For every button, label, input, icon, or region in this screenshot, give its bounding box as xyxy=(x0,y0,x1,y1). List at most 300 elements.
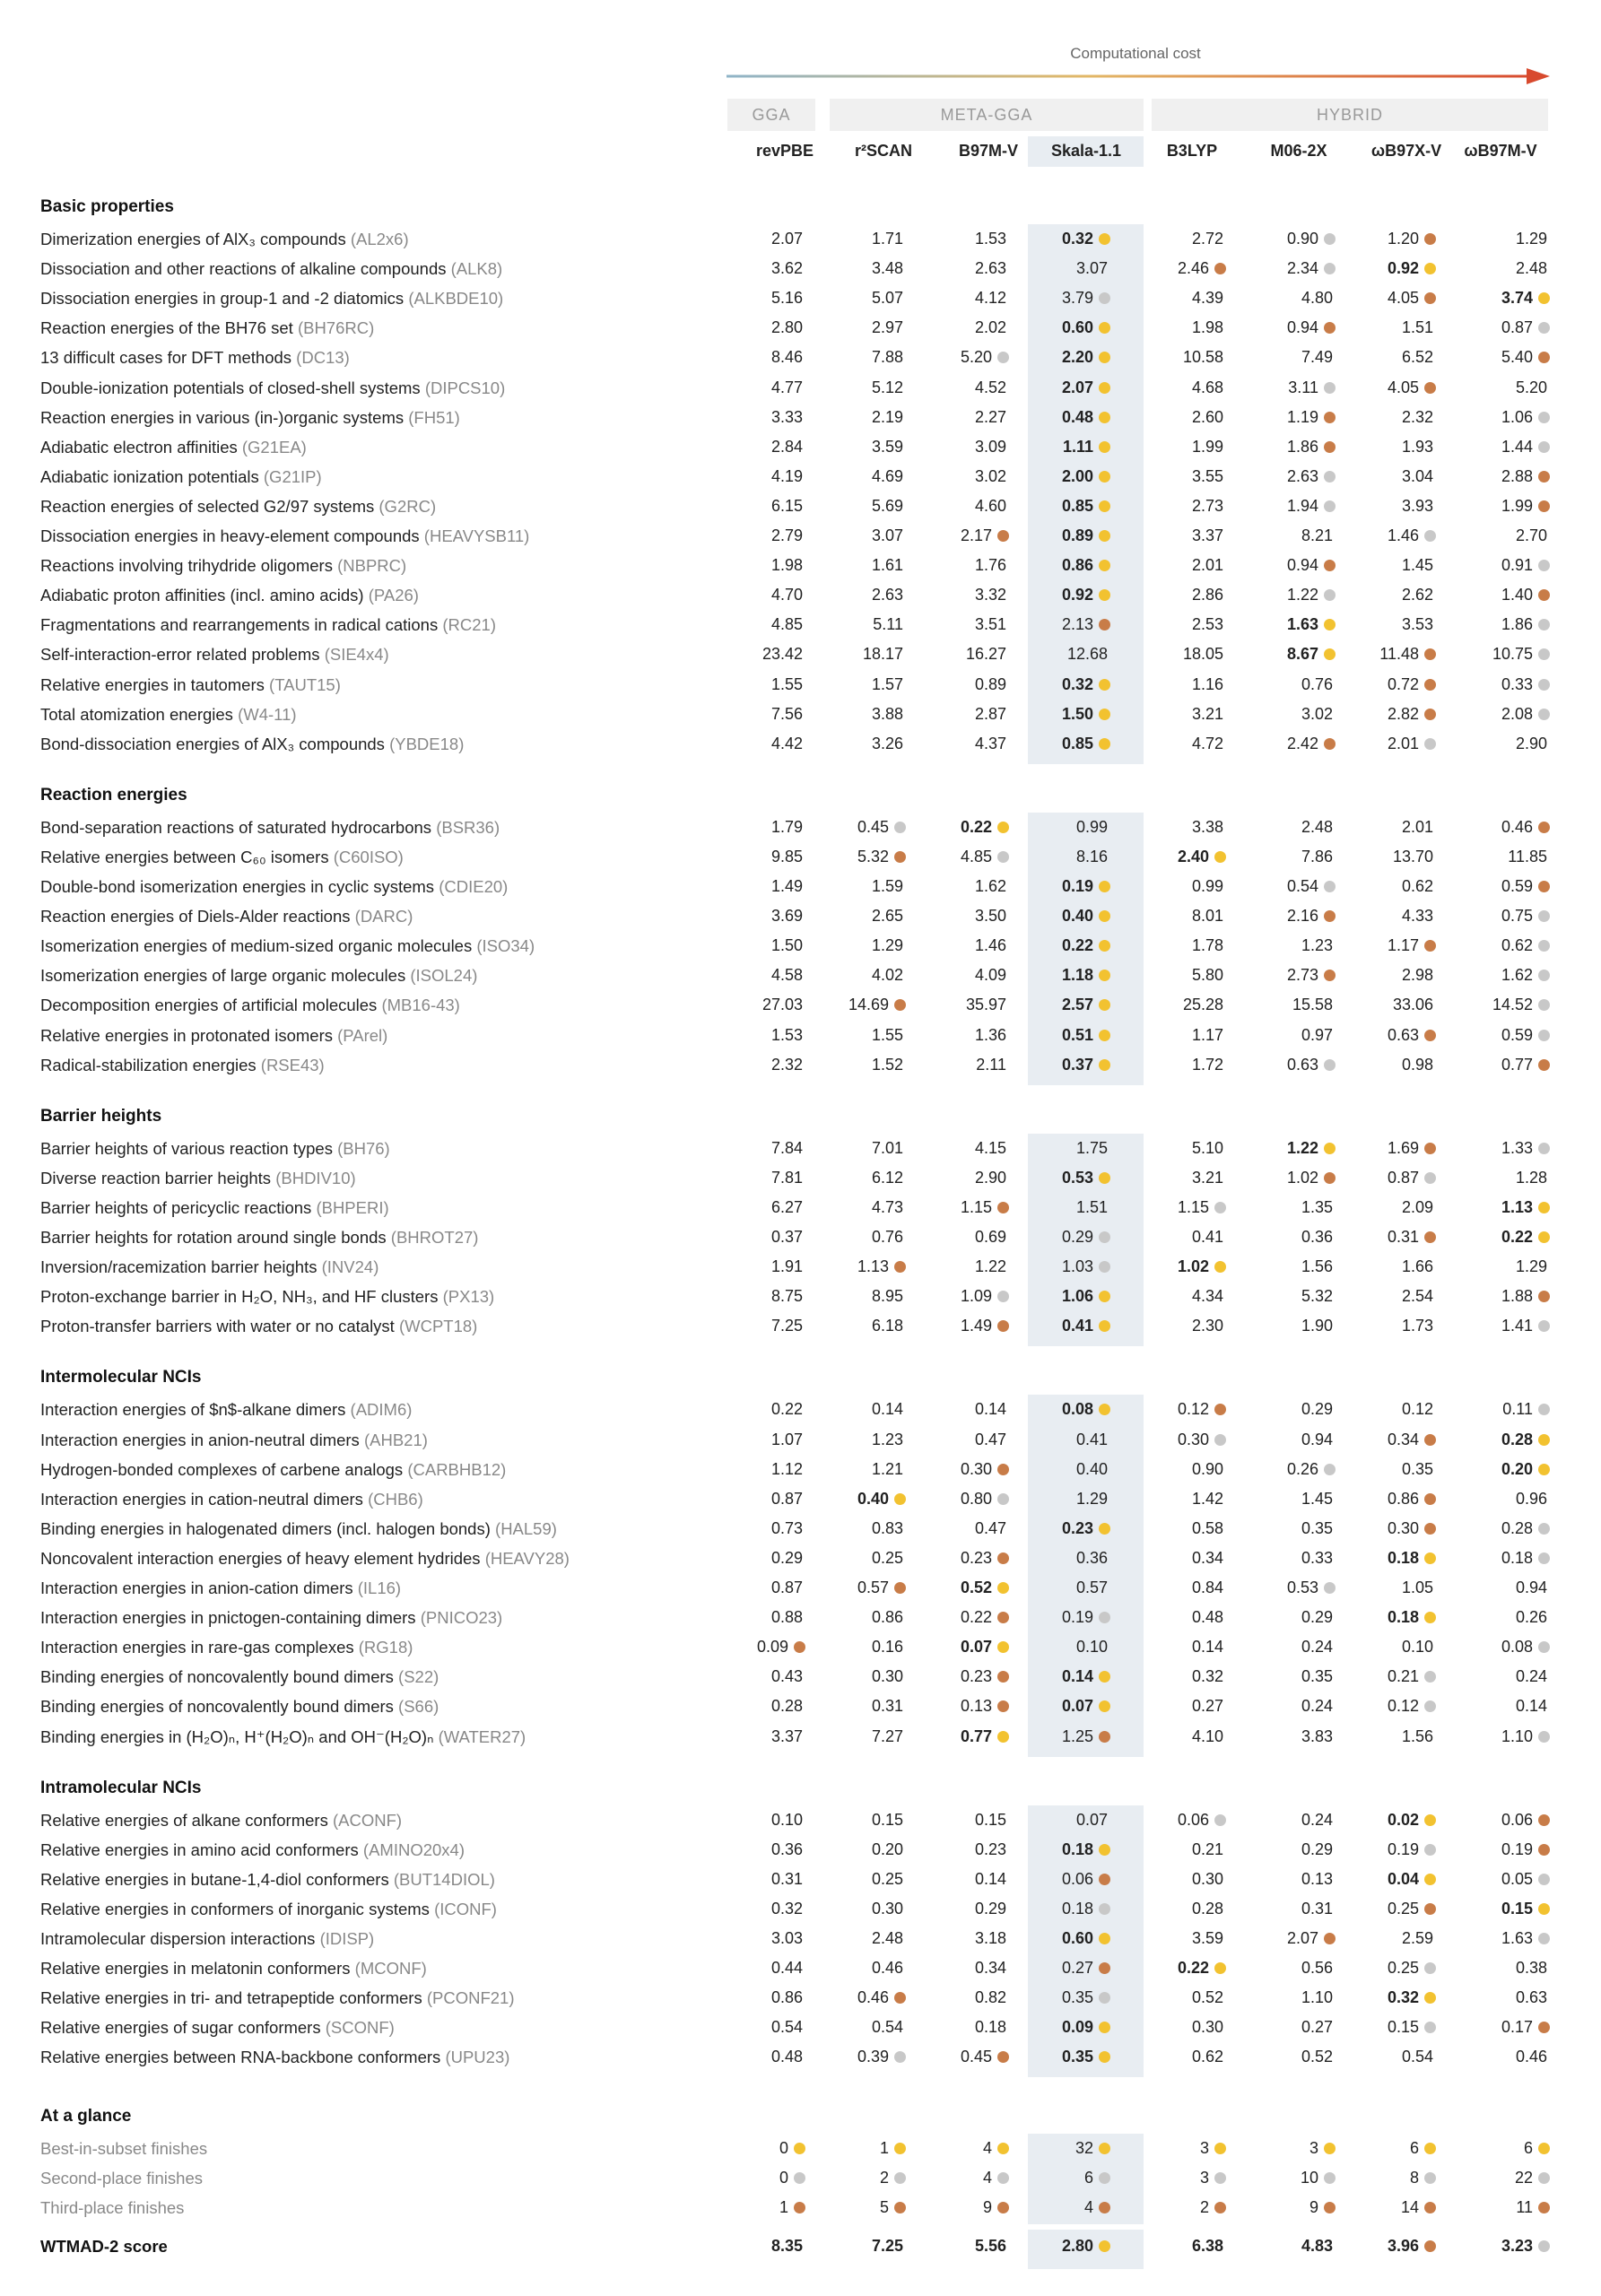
row-code: (ICONF) xyxy=(434,1900,497,1918)
silver-medal-icon xyxy=(1538,441,1550,453)
silver-medal-icon xyxy=(1099,1992,1110,2004)
cell-value: 0.32 xyxy=(770,1900,803,1918)
cell-value: 2.01 xyxy=(1401,818,1433,836)
table-row-label xyxy=(40,818,500,838)
table-cell xyxy=(893,526,992,545)
table-cell xyxy=(1320,675,1419,694)
table-cell xyxy=(790,1578,889,1597)
column-header: Skala-1.1 xyxy=(1050,142,1122,160)
cell-value: 3.07 xyxy=(871,526,903,544)
cell-value: 0.06 xyxy=(1177,1811,1209,1829)
table-cell xyxy=(1234,1811,1333,1830)
cell-value: 0.53 xyxy=(1061,1169,1093,1187)
cell-value: 3.26 xyxy=(871,735,903,752)
table-cell xyxy=(790,1257,889,1276)
table-cell xyxy=(995,1929,1093,1948)
table-cell xyxy=(790,1988,889,2007)
cell-value: 4.33 xyxy=(1401,907,1433,925)
cell-value: 0.60 xyxy=(1061,1929,1093,1947)
row-code: (C60ISO) xyxy=(333,848,404,866)
gold-medal-icon xyxy=(1099,970,1110,981)
bronze-medal-icon xyxy=(894,1992,906,2004)
table-cell xyxy=(1434,1400,1533,1419)
table-cell xyxy=(1335,438,1433,457)
cell-value: 1.15 xyxy=(1177,1198,1209,1216)
cell-value: 1.25 xyxy=(1061,1727,1093,1745)
cell-value: 0.19 xyxy=(1061,1608,1093,1626)
table-cell xyxy=(1335,318,1433,337)
silver-medal-icon xyxy=(1214,1202,1226,1213)
table-row-label xyxy=(40,615,496,635)
row-description: Relative energies in melatonin conformers xyxy=(40,1959,351,1978)
table-cell xyxy=(1125,1988,1223,2007)
cell-value: 0.89 xyxy=(974,675,1006,693)
table-cell xyxy=(1434,408,1533,427)
table-cell xyxy=(1009,1638,1108,1657)
table-cell xyxy=(1009,1139,1108,1158)
silver-medal-icon xyxy=(1424,1671,1436,1683)
cell-value: 0.08 xyxy=(1501,1638,1533,1656)
cell-value: 35.97 xyxy=(965,996,1006,1013)
table-cell xyxy=(805,586,903,604)
table-cell xyxy=(1234,818,1333,837)
bronze-medal-icon xyxy=(997,1464,1009,1475)
section-title: Intermolecular NCIs xyxy=(40,1368,202,1387)
row-description: Relative energies between C₆₀ isomers xyxy=(40,848,329,866)
table-cell xyxy=(995,586,1093,604)
cell-value: 0.34 xyxy=(1387,1431,1419,1448)
table-cell xyxy=(1125,1460,1223,1479)
cell-value: 2.13 xyxy=(1061,615,1093,633)
column-header: B3LYP xyxy=(1166,142,1218,160)
table-cell xyxy=(1335,408,1433,427)
bronze-medal-icon xyxy=(894,999,906,1011)
table-row-label xyxy=(40,848,404,867)
cell-value: 4.58 xyxy=(770,966,803,984)
table-cell xyxy=(1234,2018,1333,2037)
cell-value: 7.84 xyxy=(770,1139,803,1157)
table-cell xyxy=(1434,1198,1533,1217)
cell-value: 0.16 xyxy=(871,1638,903,1656)
table-cell xyxy=(704,1056,803,1074)
table-cell xyxy=(1110,1431,1209,1449)
cell-value: 8 xyxy=(1409,2169,1419,2187)
table-cell xyxy=(1234,289,1333,308)
cell-value: 1.02 xyxy=(1286,1169,1318,1187)
table-cell xyxy=(1320,1490,1419,1509)
cell-value: 7.81 xyxy=(770,1169,803,1187)
table-row-label xyxy=(40,1257,378,1277)
table-cell xyxy=(908,2237,1006,2256)
cell-value: 0.30 xyxy=(871,1667,903,1685)
table-cell xyxy=(1125,408,1223,427)
table-cell xyxy=(704,259,803,278)
cell-value: 0.20 xyxy=(1501,1460,1533,1478)
row-code: (PArel) xyxy=(337,1026,388,1045)
table-cell xyxy=(1320,1169,1419,1187)
silver-medal-icon xyxy=(1099,1261,1110,1273)
row-description: Relative energies of alkane conformers xyxy=(40,1811,328,1830)
table-cell xyxy=(1125,318,1223,337)
table-cell xyxy=(805,556,903,575)
cell-value: 2.00 xyxy=(1061,467,1093,485)
row-description: Reaction energies in various (in-)organic systems xyxy=(40,408,405,427)
gold-medal-icon xyxy=(1099,1700,1110,1712)
cell-value: 5.40 xyxy=(1501,348,1533,366)
cell-value: 2.63 xyxy=(1286,467,1318,485)
table-cell xyxy=(704,1900,803,1918)
bronze-medal-icon xyxy=(1424,382,1436,394)
table-cell xyxy=(1125,1228,1223,1247)
cell-value: 0.18 xyxy=(1387,1608,1419,1626)
table-cell xyxy=(1335,1287,1433,1306)
table-cell xyxy=(704,966,803,985)
table-cell xyxy=(908,556,1006,575)
cell-value: 12.68 xyxy=(1066,645,1108,663)
table-cell xyxy=(1234,1287,1333,1306)
cell-value: 0.22 xyxy=(1177,1959,1209,1977)
table-row-label xyxy=(40,230,409,249)
silver-medal-icon xyxy=(1538,709,1550,720)
cell-value: 3.55 xyxy=(1191,467,1223,485)
row-description: Isomerization energies of large organic molecules xyxy=(40,966,406,985)
row-description: Reaction energies of the BH76 set xyxy=(40,318,293,337)
cell-value: 3.79 xyxy=(1061,289,1093,307)
table-cell xyxy=(1320,2018,1419,2037)
table-cell xyxy=(790,2169,889,2187)
cell-value: 0.86 xyxy=(871,1608,903,1626)
table-cell xyxy=(1125,378,1223,397)
cell-value: 2.48 xyxy=(1301,818,1333,836)
gold-medal-icon xyxy=(1099,441,1110,453)
table-cell xyxy=(1335,1460,1433,1479)
cell-value: 0.75 xyxy=(1501,907,1533,925)
table-cell xyxy=(995,2048,1093,2066)
cell-value: 4.02 xyxy=(871,966,903,984)
row-description: Relative energies in butane-1,4-diol conformers xyxy=(40,1870,389,1889)
cell-value: 2.17 xyxy=(960,526,992,544)
table-row-label xyxy=(40,2018,395,2038)
row-code: (CHB6) xyxy=(368,1490,423,1509)
table-cell xyxy=(893,2169,992,2187)
cell-value: 1 xyxy=(879,2139,889,2157)
table-cell xyxy=(1320,259,1419,278)
table-cell xyxy=(1110,2139,1209,2158)
cell-value: 11.48 xyxy=(1379,645,1419,663)
cell-value: 4 xyxy=(982,2139,992,2157)
table-cell xyxy=(704,497,803,516)
row-description: Self-interaction-error related problems xyxy=(40,645,320,664)
cell-value: 0.15 xyxy=(974,1811,1006,1829)
cell-value: 4.52 xyxy=(974,378,1006,396)
cell-value: 33.06 xyxy=(1392,996,1433,1013)
cell-value: 2.80 xyxy=(770,318,803,336)
cell-value: 0.58 xyxy=(1191,1519,1223,1537)
gold-medal-icon xyxy=(1214,1962,1226,1974)
cell-value: 6.52 xyxy=(1401,348,1433,366)
row-description: Double-bond isomerization energies in cyclic systems xyxy=(40,877,435,896)
cell-value: 2.27 xyxy=(974,408,1006,426)
cell-value: 3.07 xyxy=(1075,259,1108,277)
table-cell xyxy=(995,289,1093,308)
cell-value: 1.62 xyxy=(1501,966,1533,984)
table-cell xyxy=(995,2018,1093,2037)
table-cell xyxy=(704,438,803,457)
row-description: Double-ionization potentials of closed-shell systems xyxy=(40,378,421,397)
table-cell xyxy=(1009,1460,1108,1479)
table-cell xyxy=(1320,2237,1419,2256)
table-row-label xyxy=(40,1959,427,1979)
table-cell xyxy=(1335,848,1433,866)
cell-value: 2.32 xyxy=(770,1056,803,1074)
table-cell xyxy=(1449,526,1547,545)
silver-medal-icon xyxy=(1538,1933,1550,1944)
cell-value: 8.01 xyxy=(1191,907,1223,925)
table-cell xyxy=(908,2018,1006,2037)
cell-value: 1.03 xyxy=(1061,1257,1093,1275)
table-cell xyxy=(805,1169,903,1187)
cell-value: 0.99 xyxy=(1191,877,1223,895)
table-cell xyxy=(1434,289,1533,308)
bronze-medal-icon xyxy=(1099,1874,1110,1885)
silver-medal-icon xyxy=(1538,1874,1550,1885)
cell-value: 0.14 xyxy=(1191,1638,1223,1656)
table-row-label xyxy=(40,378,505,398)
table-cell xyxy=(1320,1900,1419,1918)
cell-value: 2.70 xyxy=(1515,526,1547,544)
row-code: (DARC) xyxy=(354,907,413,926)
table-cell xyxy=(704,408,803,427)
cell-value: 3.09 xyxy=(974,438,1006,456)
table-cell xyxy=(908,966,1006,985)
cell-value: 8.46 xyxy=(770,348,803,366)
row-code: (W4-11) xyxy=(238,705,297,724)
cell-value: 5.20 xyxy=(1515,378,1547,396)
cell-value: 0.06 xyxy=(1061,1870,1093,1888)
gold-medal-icon xyxy=(1099,560,1110,571)
table-cell xyxy=(805,1959,903,1978)
cell-value: 0.54 xyxy=(1401,2048,1433,2066)
cell-value: 1.17 xyxy=(1387,936,1419,954)
cell-value: 0.25 xyxy=(871,1549,903,1567)
table-row-label xyxy=(40,1988,515,2008)
table-cell xyxy=(1220,318,1318,337)
cell-value: 1.15 xyxy=(960,1198,992,1216)
cell-value: 0.10 xyxy=(1401,1638,1433,1656)
table-cell xyxy=(1434,1519,1533,1538)
cell-value: 3.02 xyxy=(1301,705,1333,723)
cell-value: 23.42 xyxy=(761,645,803,663)
cell-value: 0.29 xyxy=(1301,1400,1333,1418)
table-row-label xyxy=(40,1056,325,1075)
table-cell xyxy=(1234,996,1333,1014)
table-cell xyxy=(908,675,1006,694)
cell-value: 3.83 xyxy=(1301,1727,1333,1745)
cell-value: 2.97 xyxy=(871,318,903,336)
gold-medal-icon xyxy=(997,822,1009,833)
table-cell xyxy=(704,1667,803,1686)
cell-value: 0.15 xyxy=(871,1811,903,1829)
cell-value: 1.98 xyxy=(1191,318,1223,336)
cell-value: 1.23 xyxy=(871,1431,903,1448)
table-cell xyxy=(1125,966,1223,985)
cell-value: 16.27 xyxy=(965,645,1006,663)
table-cell xyxy=(908,438,1006,457)
cell-value: 0.07 xyxy=(960,1638,992,1656)
table-cell xyxy=(1449,848,1547,866)
cell-value: 1.98 xyxy=(770,556,803,574)
cell-value: 1.50 xyxy=(770,936,803,954)
table-cell xyxy=(1009,848,1108,866)
cell-value: 0.90 xyxy=(1286,230,1318,248)
table-cell xyxy=(1009,1431,1108,1449)
table-cell xyxy=(908,408,1006,427)
cell-value: 0.45 xyxy=(857,818,889,836)
bronze-medal-icon xyxy=(1538,471,1550,483)
cell-value: 0.12 xyxy=(1177,1400,1209,1418)
table-cell xyxy=(1434,1431,1533,1449)
cell-value: 3.11 xyxy=(1288,378,1318,396)
table-cell xyxy=(805,1549,903,1568)
cell-value: 0.48 xyxy=(770,2048,803,2066)
cell-value: 1.50 xyxy=(1061,705,1093,723)
cell-value: 0.37 xyxy=(770,1228,803,1246)
gold-medal-icon xyxy=(1214,851,1226,863)
cell-value: 1.13 xyxy=(857,1257,889,1275)
table-cell xyxy=(1220,497,1318,516)
table-cell xyxy=(995,996,1093,1014)
cell-value: 2.63 xyxy=(871,586,903,604)
table-row-label xyxy=(40,289,503,309)
bronze-medal-icon xyxy=(1538,589,1550,601)
silver-medal-icon xyxy=(1538,1143,1550,1154)
table-cell xyxy=(1434,1811,1533,1830)
row-description: Interaction energies in rare-gas complexes xyxy=(40,1638,354,1657)
row-code: (NBPRC) xyxy=(337,556,407,575)
table-cell xyxy=(1320,230,1419,248)
gold-medal-icon xyxy=(1424,263,1436,274)
silver-medal-icon xyxy=(1538,1552,1550,1564)
table-cell xyxy=(893,2048,992,2066)
cell-value: 4.70 xyxy=(770,586,803,604)
cell-value: 8.75 xyxy=(770,1287,803,1305)
cell-value: 1.28 xyxy=(1515,1169,1547,1187)
table-cell xyxy=(805,877,903,896)
column-header: B97M-V xyxy=(958,142,1018,160)
cell-value: 0.24 xyxy=(1301,1811,1333,1829)
table-cell xyxy=(1125,1287,1223,1306)
gold-medal-icon xyxy=(1424,1992,1436,2004)
table-cell xyxy=(704,907,803,926)
table-cell xyxy=(1434,1840,1533,1859)
cell-value: 0.19 xyxy=(1387,1840,1419,1858)
silver-medal-icon xyxy=(1538,412,1550,423)
cell-value: 4.37 xyxy=(974,735,1006,752)
cell-value: 0.89 xyxy=(1061,526,1093,544)
row-description: Interaction energies in anion-neutral dimers xyxy=(40,1431,360,1449)
cell-value: 8.16 xyxy=(1075,848,1108,865)
cell-value: 3.04 xyxy=(1401,467,1433,485)
table-cell xyxy=(995,1519,1093,1538)
table-cell xyxy=(1335,1727,1433,1746)
table-cell xyxy=(1320,1026,1419,1045)
table-cell xyxy=(1234,526,1333,545)
cell-value: 4.80 xyxy=(1301,289,1333,307)
cell-value: 0.41 xyxy=(1061,1317,1093,1335)
cell-value: 1.86 xyxy=(1286,438,1318,456)
table-cell xyxy=(1220,615,1318,634)
bronze-medal-icon xyxy=(1538,2022,1550,2033)
cell-value: 3.59 xyxy=(1191,1929,1223,1947)
summary-row-label: Second-place finishes xyxy=(40,2169,203,2187)
table-cell xyxy=(1434,2018,1533,2037)
table-cell xyxy=(908,1026,1006,1045)
cell-value: 5.56 xyxy=(974,2236,1006,2255)
cell-value: 2.72 xyxy=(1191,230,1223,248)
table-cell xyxy=(1125,1870,1223,1889)
table-cell xyxy=(704,1026,803,1045)
cell-value: 8.67 xyxy=(1286,645,1318,663)
gold-medal-icon xyxy=(1099,233,1110,245)
cell-value: 0.27 xyxy=(1301,2018,1333,2036)
row-description: Binding energies of noncovalently bound dimers xyxy=(40,1667,394,1686)
cell-value: 1.05 xyxy=(1401,1578,1433,1596)
table-cell xyxy=(1434,586,1533,604)
cell-value: 0.59 xyxy=(1501,1026,1533,1044)
table-cell xyxy=(1220,1929,1318,1948)
cell-value: 2.46 xyxy=(1177,259,1209,277)
cell-value: 0.14 xyxy=(1515,1697,1547,1715)
table-cell xyxy=(1320,526,1419,545)
table-cell xyxy=(1125,936,1223,955)
table-cell xyxy=(805,1460,903,1479)
table-cell xyxy=(704,2018,803,2037)
row-code: (G21IP) xyxy=(263,467,322,486)
table-cell xyxy=(704,1988,803,2007)
table-cell xyxy=(704,318,803,337)
table-cell xyxy=(995,467,1093,486)
table-cell xyxy=(805,1198,903,1217)
cell-value: 0.53 xyxy=(1286,1578,1318,1596)
table-row-label xyxy=(40,1811,402,1831)
table-cell xyxy=(1125,1169,1223,1187)
table-row-label xyxy=(40,318,374,338)
table-cell xyxy=(704,1460,803,1479)
cell-value: 1.23 xyxy=(1301,936,1333,954)
cell-value: 0.94 xyxy=(1301,1431,1333,1448)
cell-value: 1.02 xyxy=(1177,1257,1209,1275)
gold-medal-icon xyxy=(1538,1231,1550,1243)
table-cell xyxy=(1220,877,1318,896)
row-code: (ADIM6) xyxy=(350,1400,413,1419)
gold-medal-icon xyxy=(1099,999,1110,1011)
cell-value: 1.11 xyxy=(1062,438,1093,456)
table-cell xyxy=(893,1667,992,1686)
cell-value: 0.97 xyxy=(1301,1026,1333,1044)
cell-value: 0.62 xyxy=(1501,936,1533,954)
table-row-label xyxy=(40,1578,401,1598)
row-description: Isomerization energies of medium-sized organic molecules xyxy=(40,936,473,955)
table-cell xyxy=(893,1727,992,1746)
cell-value: 2.90 xyxy=(974,1169,1006,1187)
gold-medal-icon xyxy=(1099,530,1110,542)
table-cell xyxy=(805,1638,903,1657)
table-cell xyxy=(1434,877,1533,896)
cell-value: 0.15 xyxy=(1501,1900,1533,1918)
cell-value: 7.56 xyxy=(770,705,803,723)
table-cell xyxy=(1009,645,1108,664)
silver-medal-icon xyxy=(1424,1700,1436,1712)
